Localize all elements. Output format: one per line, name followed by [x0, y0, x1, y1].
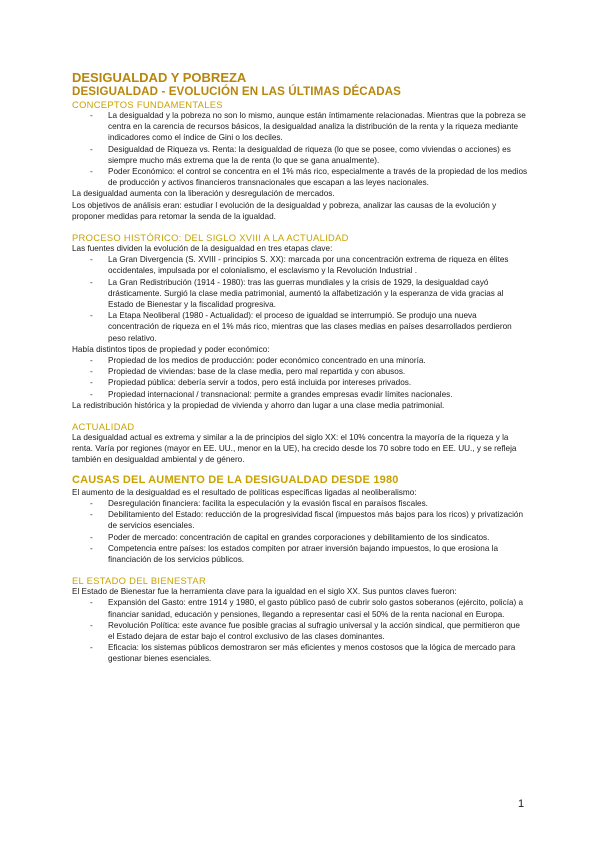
section-heading-actualidad: ACTUALIDAD — [72, 421, 135, 433]
estado-intro: El Estado de Bienestar fue la herramienta clave para la igualdad en el siglo XX. Sus puntos claves fueron: — [72, 587, 457, 597]
list-item: - Competencia entre países: los estados compiten por atraer inversión bajando impuestos, lo que erosiona la financiación de los servicios públicos. — [72, 543, 528, 565]
section-heading-conceptos: CONCEPTOS FUNDAMENTALES — [72, 99, 223, 110]
estado-list — [72, 597, 528, 664]
document-title: DESIGUALDAD Y POBREZA — [72, 70, 247, 85]
list-item: - Revolución Política: este avance fue posible gracias al sufragio universal y la acción sindical, que permitieron que el Estado dejara de estar bajo el control exclusivo de las clases dominantes. — [72, 620, 528, 642]
list-item: - Propiedad de viviendas: base de la clase media, pero mal repartida y con abusos. — [72, 366, 528, 377]
section-heading-proceso: PROCESO HISTÓRICO: DEL SIGLO XVIII A LA ACTUALIDAD — [72, 232, 349, 244]
list-item: - Propiedad internacional / transnacional: permite a grandes empresas evadir límites nacionales. — [72, 389, 528, 400]
list-item: - Expansión del Gasto: entre 1914 y 1980, el gasto público pasó de cubrir solo gastos soberanos (ejército, policía) a financiar sanidad, educación y pensiones, llegando a representar casi el 50% de la renta nacional en Europa. — [72, 597, 528, 619]
proceso-intro: Las fuentes dividen la evolución de la desigualdad en tres etapas clave: — [72, 244, 333, 254]
list-item: - La Etapa Neoliberal (1980 - Actualidad): el proceso de igualdad se interrumpió. Se produjo una nueva concentración de riqueza en el 1% más rico, mientras que las clases medias en países desarrollados perdieron peso relativo. — [72, 310, 528, 344]
proceso-closing: La redistribución histórica y la propiedad de vivienda y ahorro dan lugar a una clase media patrimonial. — [72, 400, 445, 410]
list-item: - Propiedad pública: debería servir a todos, pero está incluida por intereses privados. — [72, 377, 528, 388]
list-item: - Desigualdad de Riqueza vs. Renta: la desigualdad de riqueza (lo que se posee, como viviendas o acciones) es siempre mucho más extrema que la de renta (lo que se gana anualmente). — [72, 144, 528, 166]
list-item: - Poder Económico: el control se concentra en el 1% más rico, especialmente a través de la propiedad de los medios de producción y activos financieros transnacionales que escapan a las leyes nacionales. — [72, 166, 528, 188]
list-item: - Debilitamiento del Estado: reducción de la progresividad fiscal (impuestos más bajos para los ricos) y privatización de servicios esenciales. — [72, 509, 528, 531]
list-item: - Desregulación financiera: facilita la especulación y la evasión fiscal en paraísos fiscales. — [72, 498, 528, 509]
proceso-property-list — [72, 355, 528, 400]
conceptos-paragraph-1: La desigualdad aumenta con la liberación y desregulación de mercados. — [72, 189, 335, 199]
list-item: - Propiedad de los medios de producción: poder económico concentrado en una minoría. — [72, 355, 528, 366]
list-item: - Poder de mercado: concentración de capital en grandes corporaciones y debilitamiento de los sindicatos. — [72, 532, 528, 543]
list-item: - La Gran Redistribución (1914 - 1980): tras las guerras mundiales y la crisis de 1929, la desigualdad cayó drásticamente. Surgió la clase media patrimonial, aumentó la alfabetización y la esperanza de vida gracias al Estado de Bienestar y la fiscalidad progresiva. — [72, 277, 528, 311]
page-number: 1 — [518, 798, 525, 810]
section-heading-estado: EL ESTADO DEL BIENESTAR — [72, 575, 207, 587]
list-item: - La desigualdad y la pobreza no son lo mismo, aunque están íntimamente relacionadas. Mientras que la pobreza se centra en la carencia de recursos básicos, la desigualdad analiza la distribución de la renta y la riqueza mediante indicadores como el índice de Gini o los deciles. — [72, 110, 528, 144]
document-page — [72, 70, 528, 665]
proceso-stages-list — [72, 254, 528, 344]
actualidad-text: La desigualdad actual es extrema y similar a la de principios del siglo XX: el 10% concentra la mayoría de la riqueza y la renta. Varía por regiones (mayor en EE. UU., menor en la UE), ha crecido desde los 70 sobre todo en EE. UU., y se refleja también en desigualdad ambiental y de género. — [72, 433, 517, 465]
proceso-intro-2: Había distintos tipos de propiedad y poder económico: — [72, 344, 270, 354]
conceptos-paragraph-2: Los objetivos de análisis eran: estudiar l evolución de la desigualdad y pobreza, analizar las causas de la evolución y proponer medidas para retomar la senda de la igualdad. — [72, 200, 497, 221]
causas-list — [72, 498, 528, 565]
conceptos-list — [72, 110, 528, 188]
section-heading-causas: CAUSAS DEL AUMENTO DE LA DESIGUALDAD DESDE 1980 — [72, 473, 399, 486]
document-subtitle: DESIGUALDAD - EVOLUCIÓN EN LAS ÚLTIMAS DÉCADAS — [72, 85, 402, 98]
list-item: - Eficacia: los sistemas públicos demostraron ser más eficientes y menos costosos que la lógica de mercado para gestionar bienes esenciales. — [72, 642, 528, 664]
causas-intro: El aumento de la desigualdad es el resultado de políticas específicas ligadas al neoliberalismo: — [72, 487, 417, 497]
list-item: - La Gran Divergencia (S. XVIII - principios S. XX): marcada por una concentración extrema de riqueza en élites occidentales, impulsada por el colonialismo, el esclavismo y la Revolución Industrial . — [72, 254, 528, 276]
